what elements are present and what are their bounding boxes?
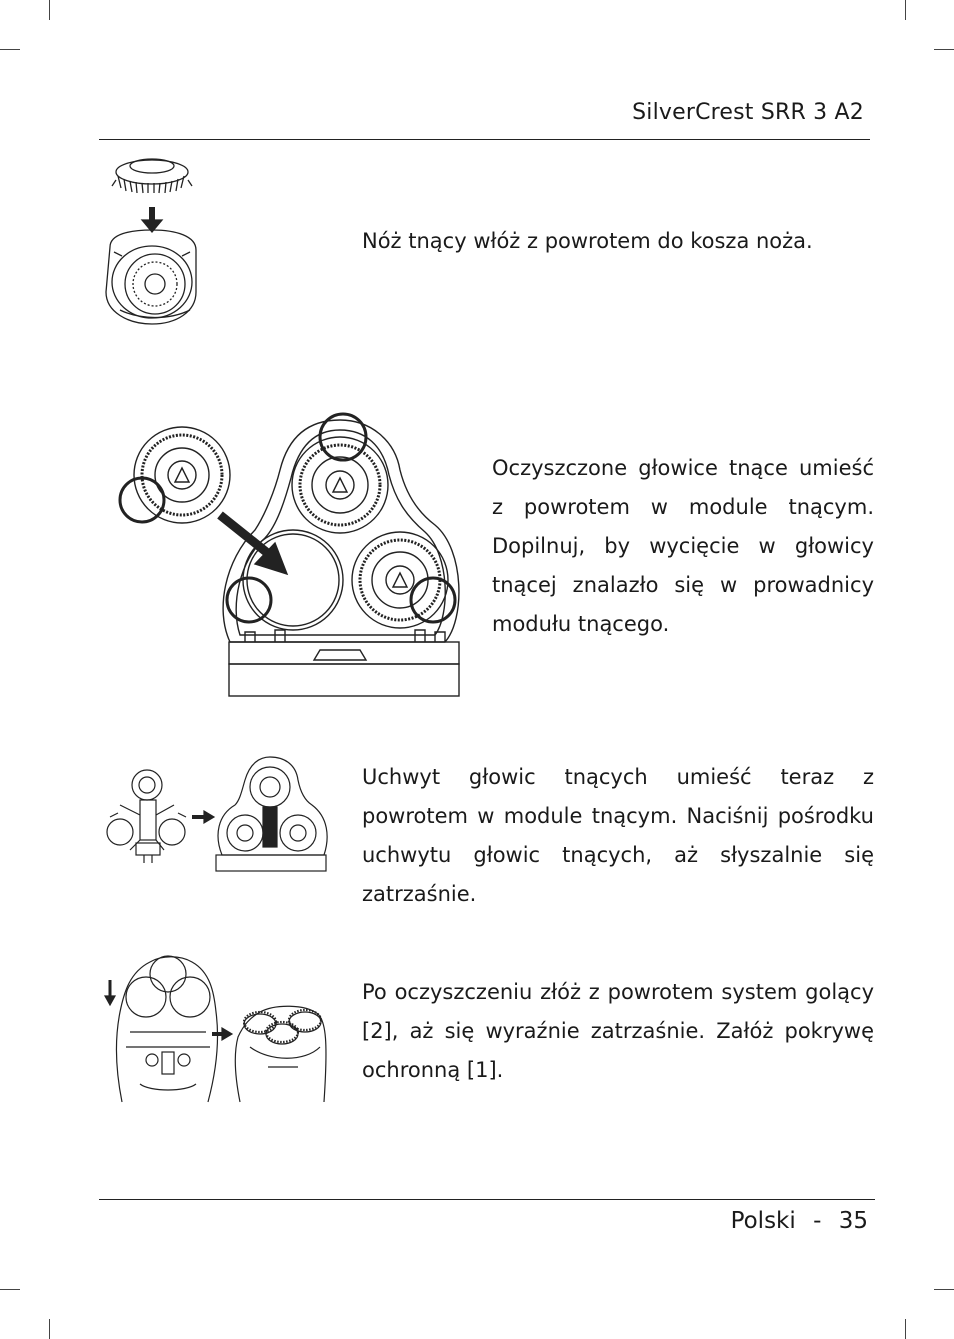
crop-mark <box>934 1289 954 1290</box>
footer-separator: - <box>813 1208 822 1234</box>
assemble-shaving-system-illustration <box>100 952 328 1104</box>
crop-mark <box>905 0 906 20</box>
crop-mark <box>49 1319 50 1339</box>
step-4-text: Po oczyszczeniu złóż z powrotem system golący [2], aż się wyraźnie zatrzaśnie. Załóż pokrywę ochronną [1]. <box>362 980 874 1082</box>
crop-mark <box>934 49 954 50</box>
head-holder-into-module-illustration <box>100 755 330 873</box>
header-rule <box>99 139 870 140</box>
footer-rule <box>99 1199 875 1200</box>
footer <box>731 1208 868 1234</box>
header-title: SilverCrest SRR 3 A2 <box>632 100 864 125</box>
cutter-into-basket-illustration <box>100 152 200 328</box>
footer-language: Polski <box>730 1208 796 1234</box>
step-2-text: Oczyszczone głowice tnące umieść z powrotem w module tnącym. Dopilnuj, by wycięcie w głowicy tnącej znalazło się w prowadnicy modułu tnącego. <box>492 456 874 636</box>
page-number: 35 <box>838 1208 868 1234</box>
step-3-text: Uchwyt głowic tnących umieść teraz z powrotem w module tnącym. Naciśnij pośrodku uchwytu głowic tnących, aż słyszalnie się zatrzaśnie. <box>362 765 874 906</box>
step-1-text: Nóż tnący włóż z powrotem do kosza noża. <box>362 229 813 253</box>
crop-mark <box>905 1319 906 1339</box>
crop-mark <box>49 0 50 20</box>
crop-mark <box>0 49 20 50</box>
cutting-module-heads-illustration <box>115 410 465 700</box>
crop-mark <box>0 1289 20 1290</box>
